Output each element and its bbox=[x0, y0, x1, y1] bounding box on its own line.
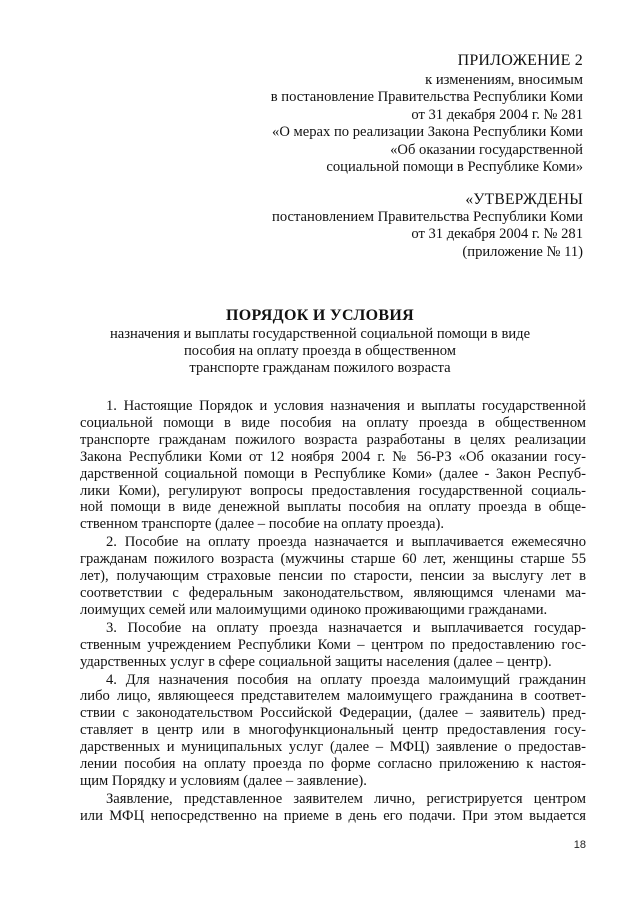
paragraph-5 bbox=[80, 791, 586, 825]
paragraph-2 bbox=[80, 534, 586, 619]
approved-line: (приложение № 11) bbox=[462, 243, 583, 260]
appendix-line: к изменениям, вносимым bbox=[425, 72, 583, 88]
paragraph-line: ставляет в центр или в многофункциональный центр предоставления госу- bbox=[80, 722, 586, 739]
paragraph-4 bbox=[80, 672, 586, 790]
paragraph-line: транспорте гражданам пожилого возраста разработаны в целях реализации bbox=[80, 431, 586, 448]
paragraph-line: 4. Для назначения пособия на оплату проезда малоимущий гражданин bbox=[106, 671, 586, 688]
paragraph-line: 3. Пособие на оплату проезда назначается и выплачивается государ- bbox=[106, 619, 586, 636]
paragraph-line: дарственных и муниципальных услуг (далее – МФЦ) заявление о предостав- bbox=[80, 739, 586, 756]
page-number: 18 bbox=[573, 839, 586, 851]
document-subtitle-line: пособия на оплату проезда в общественном bbox=[183, 343, 457, 360]
paragraph-1 bbox=[80, 398, 586, 533]
approved-line: от 31 декабря 2004 г. № 281 bbox=[411, 226, 583, 243]
paragraph-line: соответствии с федеральным законодательством, являющимся членами ма- bbox=[80, 584, 586, 601]
paragraph-line: Закона Республики Коми от 12 ноября 2004 г. № 56-РЗ «Об оказании госу- bbox=[80, 448, 586, 465]
paragraph-line: лоимущих семей или малоимущими одиноко проживающими гражданами. bbox=[80, 601, 548, 618]
appendix-header bbox=[163, 52, 583, 176]
document-subtitle-line: транспорте гражданам пожилого возраста bbox=[189, 360, 451, 377]
paragraph-line: гражданам пожилого возраста (мужчины старше 60 лет, женщины старше 55 bbox=[80, 551, 586, 568]
paragraph-line: социальной помощи в виде пособия на оплату проезда в общественном bbox=[80, 414, 586, 431]
approved-line: постановлением Правительства Республики Коми bbox=[272, 209, 583, 225]
appendix-line: в постановление Правительства Республики Коми bbox=[270, 89, 583, 106]
paragraph-line: лики Коми), регулируют вопросы предоставления государственной социаль- bbox=[80, 482, 586, 499]
paragraph-line: ственным учреждением Республики Коми – центром по предоставлению гос- bbox=[80, 636, 586, 653]
appendix-line: «Об оказании государственной bbox=[390, 141, 583, 158]
document-title-block bbox=[80, 306, 560, 378]
document-subtitle-line: назначения и выплаты государственной социальной помощи в виде bbox=[109, 326, 531, 342]
paragraph-line: 2. Пособие на оплату проезда назначается и выплачивается ежемесячно bbox=[106, 534, 586, 551]
appendix-line: от 31 декабря 2004 г. № 281 bbox=[411, 106, 583, 123]
approved-heading: «УТВЕРЖДЕНЫ bbox=[465, 191, 583, 208]
paragraph-line: либо лицо, являющееся представителем малоимущего гражданина в соответ- bbox=[80, 688, 586, 705]
paragraph-line: ствии с законодательством Российской Федерации, (далее – заявитель) пред- bbox=[80, 705, 586, 722]
paragraph-line: лет), получающим страховые пенсии по старости, пенсии за выслугу лет в bbox=[80, 568, 586, 585]
document-body bbox=[80, 398, 586, 826]
paragraph-line: или МФЦ непосредственно на приеме в день его подачи. При этом выдается bbox=[80, 807, 586, 824]
paragraph-3 bbox=[80, 620, 586, 671]
paragraph-line: щим Порядку и условиям (далее – заявление). bbox=[80, 772, 367, 789]
paragraph-line: ственном транспорте (далее – пособие на оплату проезда). bbox=[80, 516, 445, 533]
appendix-title: ПРИЛОЖЕНИЕ 2 bbox=[457, 52, 583, 69]
appendix-line: «О мерах по реализации Закона Республики Коми bbox=[272, 124, 583, 141]
appendix-line: социальной помощи в Республике Коми» bbox=[326, 159, 583, 176]
paragraph-line: ной помощи в виде денежной выплаты пособия на оплату проезда в обще- bbox=[80, 499, 586, 516]
document-title: ПОРЯДОК И УСЛОВИЯ bbox=[226, 307, 414, 324]
paragraph-line: ударственных услуг в сфере социальной защиты населения (далее – центр). bbox=[80, 653, 552, 670]
paragraph-line: 1. Настоящие Порядок и условия назначения и выплаты государственной bbox=[106, 398, 586, 414]
paragraph-line: дарственной социальной помощи в Республике Коми» (далее - Закон Респуб- bbox=[80, 465, 586, 482]
paragraph-line: Заявление, представленное заявителем лично, регистрируется центром bbox=[106, 790, 586, 807]
approval-stamp-block bbox=[163, 190, 583, 261]
paragraph-line: лении пособия на оплату проезда по форме согласно приложению к настоя- bbox=[80, 756, 586, 773]
